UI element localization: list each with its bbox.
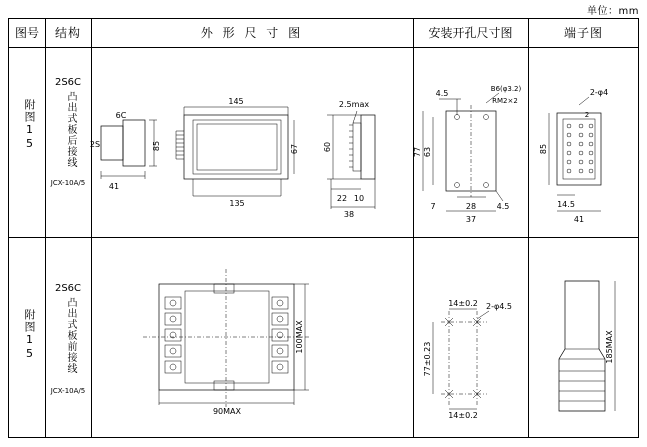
- row1-figure-no: 附图15: [23, 99, 36, 151]
- svg-text:14±0.2: 14±0.2: [448, 411, 478, 420]
- svg-text:85: 85: [152, 140, 161, 152]
- svg-text:RM2×2: RM2×2: [492, 97, 518, 105]
- svg-text:28: 28: [465, 202, 477, 211]
- svg-text:90MAX: 90MAX: [212, 407, 242, 416]
- svg-text:77: 77: [413, 146, 422, 158]
- svg-text:6C: 6C: [115, 111, 127, 120]
- svg-text:4.5: 4.5: [435, 89, 449, 98]
- svg-text:63: 63: [423, 146, 432, 158]
- header-col-cutout: 安装开孔尺寸图: [428, 26, 513, 40]
- spec-table: [8, 18, 639, 438]
- header-col-no: 图号: [14, 26, 39, 40]
- svg-text:2-φ4.5: 2-φ4.5: [486, 302, 512, 311]
- svg-text:100MAX: 100MAX: [295, 320, 304, 354]
- svg-text:67: 67: [290, 143, 299, 155]
- svg-text:38: 38: [343, 210, 355, 219]
- unit-note: 单位：mm: [587, 6, 639, 17]
- row1-struct-model: 2S6C: [54, 77, 82, 88]
- svg-text:185MAX: 185MAX: [605, 330, 614, 364]
- svg-text:14±0.2: 14±0.2: [448, 299, 478, 308]
- row2-figure-no: 附图15: [23, 309, 36, 361]
- svg-text:14.5: 14.5: [557, 200, 575, 209]
- svg-text:135: 135: [229, 199, 245, 208]
- svg-text:2S: 2S: [89, 140, 101, 149]
- row2-struct-text: 凸出式板前接线: [65, 297, 76, 374]
- row2-struct-model: 2S6C: [54, 283, 82, 294]
- svg-text:2: 2: [584, 111, 590, 119]
- header-col-terminal: 端子图: [563, 26, 603, 40]
- row1-struct-code: JCX-10A/5: [50, 179, 86, 187]
- svg-text:77±0.23: 77±0.23: [423, 341, 432, 377]
- row1-struct-text: 凸出式板后接线: [65, 91, 76, 168]
- svg-text:2.5max: 2.5max: [338, 100, 370, 109]
- svg-text:22: 22: [336, 194, 348, 203]
- header-col-struct: 结构: [54, 26, 81, 40]
- svg-text:60: 60: [323, 141, 332, 153]
- svg-text:10: 10: [353, 194, 365, 203]
- svg-text:85: 85: [539, 143, 548, 155]
- svg-text:41: 41: [108, 182, 120, 191]
- svg-text:4.5: 4.5: [496, 202, 510, 211]
- row1-outline-drawing: [9, 19, 640, 439]
- svg-text:145: 145: [228, 97, 244, 106]
- svg-text:2-φ4: 2-φ4: [589, 88, 609, 97]
- svg-text:7: 7: [430, 202, 436, 211]
- row2-struct-code: JCX-10A/5: [50, 387, 86, 395]
- header-col-outline: 外 形 尺 寸 图: [200, 26, 304, 40]
- svg-text:37: 37: [465, 215, 477, 224]
- svg-text:41: 41: [573, 215, 585, 224]
- svg-text:B6(φ3.2): B6(φ3.2): [490, 85, 522, 93]
